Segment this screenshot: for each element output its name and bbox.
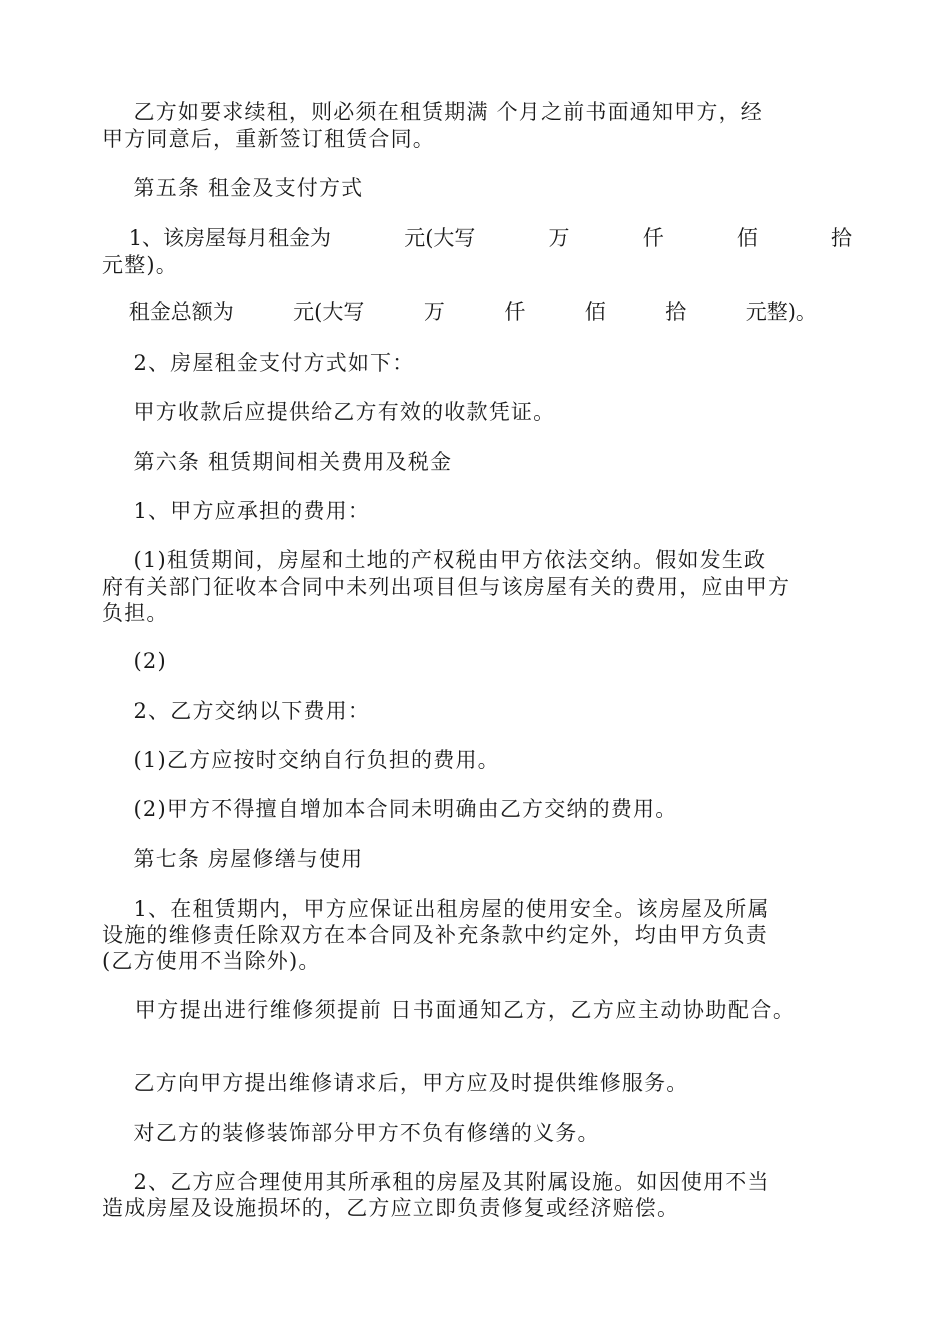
tenant-fee-item-2: (2)甲方不得擅自增加本合同未明确由乙方交纳的费用。 — [102, 797, 678, 821]
decoration-clause: 对乙方的装修装饰部分甲方不负有修缮的义务。 — [102, 1121, 600, 1145]
total-rent-yuan: 元(大写 — [293, 300, 365, 324]
tenant-fee-item-1: (1)乙方应按时交纳自行负担的费用。 — [102, 748, 500, 772]
monthly-rent-yuan: 元(大写 — [404, 226, 476, 250]
monthly-rent-qian: 仟 — [642, 226, 664, 250]
repair-clause-line-2: 设施的维修责任除双方在本合同及补充条款中约定外，均由甲方负责 — [102, 923, 768, 947]
repair-clause-line-1: 1、在租赁期内，甲方应保证出租房屋的使用安全。该房屋及所属 — [102, 897, 770, 921]
article-6-heading: 第六条 租赁期间相关费用及税金 — [102, 450, 453, 474]
monthly-rent-line-2: 元整)。 — [102, 253, 178, 277]
article-5-heading: 第五条 租金及支付方式 — [102, 176, 364, 200]
repair-service-clause: 乙方向甲方提出维修请求后，甲方应及时提供维修服务。 — [102, 1071, 689, 1095]
monthly-rent-wan: 万 — [548, 226, 570, 250]
payment-method: 2、房屋租金支付方式如下： — [102, 351, 415, 375]
landlord-fees-heading: 1、甲方应承担的费用： — [102, 499, 371, 523]
repair-clause-line-3: (乙方使用不当除外)。 — [102, 949, 321, 973]
total-rent-end: 元整)。 — [745, 300, 817, 324]
monthly-rent-line-1 — [102, 225, 852, 251]
monthly-rent-label: 1、该房屋每月租金为 — [102, 226, 332, 250]
total-rent-label: 租金总额为 — [102, 300, 234, 324]
tax-clause-line-3: 负担。 — [102, 601, 169, 625]
total-rent-line — [102, 299, 817, 325]
tax-clause-line-2: 府有关部门征收本合同中未列出项目但与该房屋有关的费用，应由甲方 — [102, 575, 791, 599]
article-7-heading: 第七条 房屋修缮与使用 — [102, 847, 364, 871]
total-rent-bai: 佰 — [584, 300, 606, 324]
tax-clause-line-1: (1)租赁期间，房屋和土地的产权税由甲方依法交纳。假如发生政 — [102, 548, 767, 572]
receipt-clause: 甲方收款后应提供给乙方有效的收款凭证。 — [102, 400, 556, 424]
item-2-placeholder: (2) — [102, 649, 167, 673]
proper-use-clause-line-1: 2、乙方应合理使用其所承租的房屋及其附属设施。如因使用不当 — [102, 1170, 770, 1194]
total-rent-wan: 万 — [423, 300, 445, 324]
repair-notice-clause: 甲方提出进行维修须提前 日书面通知乙方，乙方应主动协助配合。 — [102, 998, 796, 1022]
renewal-paragraph-line-1: 乙方如要求续租，则必须在租赁期满 个月之前书面通知甲方，经 — [102, 100, 763, 124]
tenant-fees-heading: 2、乙方交纳以下费用： — [102, 699, 371, 723]
monthly-rent-bai: 佰 — [736, 226, 758, 250]
monthly-rent-shi: 拾 — [830, 226, 852, 250]
renewal-paragraph-line-2: 甲方同意后，重新签订租赁合同。 — [102, 127, 435, 151]
total-rent-shi: 拾 — [665, 300, 687, 324]
total-rent-qian: 仟 — [504, 300, 526, 324]
proper-use-clause-line-2: 造成房屋及设施损坏的，乙方应立即负责修复或经济赔偿。 — [102, 1196, 680, 1220]
